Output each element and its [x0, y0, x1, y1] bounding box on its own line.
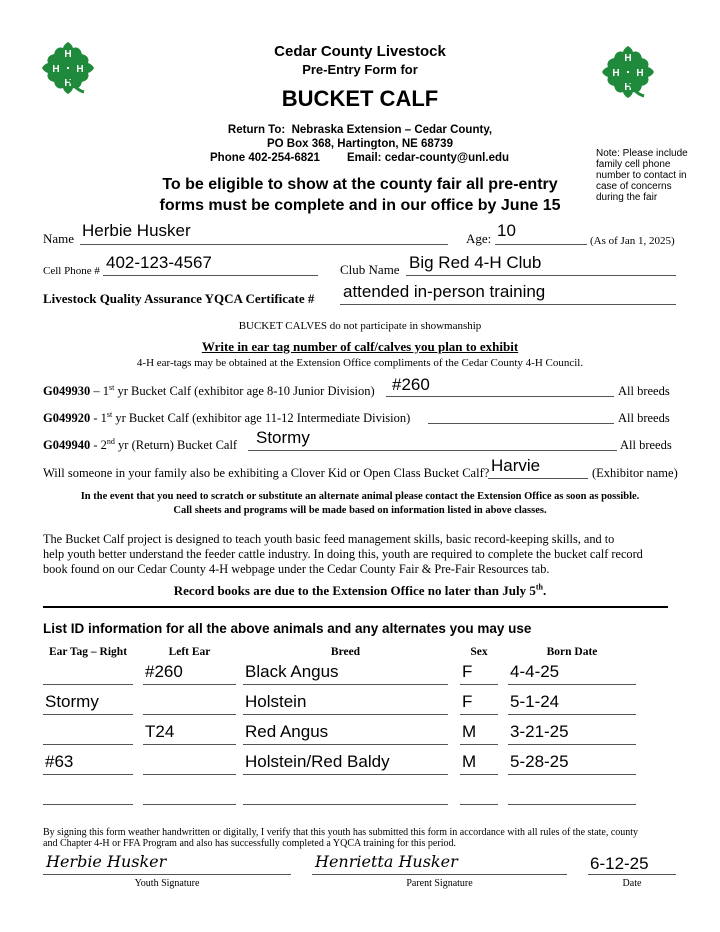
table-cell-underline — [143, 714, 236, 715]
description-line1: The Bucket Calf project is designed to teach youth basic feed management skills, basic record-keeping skills, and to — [43, 532, 615, 546]
table-cell-underline — [508, 744, 636, 745]
table-cell-underline — [460, 774, 498, 775]
class-sup: st — [106, 409, 113, 419]
svg-text:H: H — [624, 53, 632, 64]
table-cell-underline — [243, 744, 448, 745]
records-due-end: . — [542, 583, 547, 598]
table-cell-underline — [460, 684, 498, 685]
note-line: number to contact in — [596, 170, 687, 181]
eligibility-line1: To be eligible to show at the county fair all pre-entry — [162, 176, 558, 193]
sex-cell[interactable]: M — [462, 752, 477, 771]
parent-signature-label: Parent Signature — [406, 878, 473, 889]
table-cell-underline — [143, 744, 236, 745]
club-name-label: Club Name — [340, 262, 400, 277]
class-breeds: All breeds — [618, 384, 670, 398]
table-cell-underline — [508, 774, 636, 775]
family-exhibitor-field[interactable]: Harvie — [491, 456, 541, 475]
parent-signature-line — [312, 874, 567, 875]
family-underline — [488, 478, 588, 479]
class-breeds: All breeds — [618, 411, 670, 425]
date-line — [588, 874, 676, 875]
date-field[interactable]: 6-12-25 — [590, 854, 649, 873]
class-code: G049920 — [43, 411, 91, 425]
table-cell-underline — [243, 714, 448, 715]
ear-tag-right-cell[interactable]: #63 — [45, 752, 74, 771]
table-cell-underline — [243, 684, 448, 685]
cell-phone-label: Cell Phone # — [43, 265, 100, 277]
records-due-sup: th — [535, 582, 543, 592]
yqca-underline — [340, 304, 676, 305]
ear-tag-right-cell[interactable]: Stormy — [45, 692, 99, 711]
class-desc: yr (Return) Bucket Calf — [114, 438, 238, 452]
scratch-line1: In the event that you need to scratch or substitute an alternate animal please contact the Extension Office as soon as possible. — [80, 491, 640, 502]
class-junior-field[interactable]: #260 — [392, 375, 430, 394]
signature-statement-line2: and Chapter 4-H or FFA Program and also has successfully completed a YQCA training for this period. — [43, 838, 456, 849]
sex-cell[interactable]: F — [462, 692, 473, 711]
class-underline — [428, 423, 614, 424]
scratch-line2: Call sheets and programs will be made based on information listed in above classes. — [173, 505, 547, 516]
table-cell-underline — [43, 804, 133, 805]
svg-text:H: H — [52, 64, 60, 75]
section-divider — [43, 606, 668, 608]
table-cell-underline — [43, 684, 133, 685]
table-cell-underline — [43, 744, 133, 745]
note-line: during the fair — [596, 192, 658, 203]
class-underline — [248, 450, 617, 451]
yqca-field[interactable]: attended in-person training — [343, 282, 546, 301]
class-underline — [386, 396, 614, 397]
signature-statement-line1: By signing this form weather handwritten or digitally, I verify that this youth has submitted this form in accordance with all rules of the state, county — [43, 827, 639, 838]
club-name-field[interactable]: Big Red 4-H Club — [409, 253, 542, 272]
club-underline — [406, 275, 676, 276]
class-desc: yr Bucket Calf (exhibitor age 8-10 Junior Division) — [114, 384, 375, 398]
table-cell-underline — [43, 714, 133, 715]
column-header-ear-tag: Ear Tag – Right — [48, 646, 128, 658]
table-cell-underline — [460, 804, 498, 805]
records-due-text: Record books are due to the Extension Office no later than July 5 — [173, 583, 536, 598]
note-box — [596, 148, 688, 203]
born-date-cell[interactable]: 5-28-25 — [510, 752, 569, 771]
column-header-sex: Sex — [470, 646, 488, 658]
breed-cell[interactable]: Black Angus — [245, 662, 339, 681]
yqca-label: Livestock Quality Assurance YQCA Certificate # — [43, 291, 315, 306]
return-to-line1 — [0, 124, 720, 136]
title-line1: Cedar County Livestock — [274, 43, 446, 60]
name-underline — [80, 244, 448, 245]
class-prefix: - 2 — [90, 438, 107, 452]
form-title: BUCKET CALF — [281, 86, 439, 111]
youth-signature-line — [43, 874, 291, 875]
svg-text:H: H — [612, 68, 620, 79]
name-field[interactable]: Herbie Husker — [82, 221, 191, 240]
note-line: family cell phone — [596, 159, 671, 170]
svg-text:H: H — [76, 64, 84, 75]
date-label: Date — [622, 878, 642, 889]
cell-underline — [103, 275, 318, 276]
class-code: G049930 — [43, 384, 91, 398]
class-sup: st — [108, 382, 115, 392]
born-date-cell[interactable]: 4-4-25 — [510, 662, 560, 681]
cell-phone-field[interactable]: 402-123-4567 — [106, 253, 212, 272]
svg-text:H: H — [636, 68, 644, 79]
table-cell-underline — [143, 684, 236, 685]
return-to-line2: PO Box 368, Hartington, NE 68739 — [267, 138, 453, 150]
table-cell-underline — [460, 714, 498, 715]
sex-cell[interactable]: F — [462, 662, 473, 681]
youth-signature-label: Youth Signature — [134, 878, 200, 889]
return-to-address: Nebraska Extension – Cedar County, — [291, 124, 493, 136]
table-cell-underline — [508, 804, 636, 805]
class-row-intermediate — [43, 411, 410, 425]
age-note: (As of Jan 1, 2025) — [590, 235, 675, 247]
class-prefix: - 1 — [90, 411, 107, 425]
class-return-field[interactable]: Stormy — [256, 428, 310, 447]
table-cell-underline — [508, 684, 636, 685]
name-label: Name — [43, 231, 75, 246]
svg-text:H: H — [64, 49, 72, 60]
breed-cell[interactable]: Holstein/Red Baldy — [245, 752, 390, 771]
class-sup: nd — [106, 436, 115, 446]
eligibility-line2: forms must be complete and in our office by June 15 — [159, 197, 561, 214]
born-date-cell[interactable]: 3-21-25 — [510, 722, 569, 741]
showmanship-note: BUCKET CALVES do not participate in showmanship — [238, 320, 482, 332]
table-cell-underline — [43, 774, 133, 775]
sex-cell[interactable]: M — [462, 722, 477, 741]
youth-signature-field[interactable]: Herbie Husker — [46, 852, 167, 871]
ear-tag-heading: Write in ear tag number of calf/calves you plan to exhibit — [201, 339, 519, 354]
return-to-label: Return To: — [227, 124, 286, 136]
column-header-left-ear: Left Ear — [168, 646, 211, 658]
ear-tag-note: 4-H ear-tags may be obtained at the Extension Office compliments of the Cedar County 4-H Council. — [136, 357, 584, 369]
left-ear-cell[interactable]: T24 — [145, 722, 175, 741]
age-underline — [495, 244, 587, 245]
family-question: Will someone in your family also be exhibiting a Clover Kid or Open Class Bucket Calf? — [43, 466, 490, 480]
table-cell-underline — [143, 804, 236, 805]
breed-cell[interactable]: Holstein — [245, 692, 307, 711]
age-label: Age: — [466, 231, 492, 246]
note-line: Note: Please include — [596, 148, 688, 159]
class-row-return — [43, 438, 237, 452]
description-line2: help youth better understand the feeder cattle industry. In doing this, youth are required to complete the bucket calf record — [43, 547, 643, 561]
breed-cell[interactable]: Red Angus — [245, 722, 329, 741]
age-field[interactable]: 10 — [497, 221, 516, 240]
class-breeds: All breeds — [620, 438, 672, 452]
class-prefix: – 1 — [90, 384, 109, 398]
svg-text:H: H — [624, 82, 632, 93]
left-ear-cell[interactable]: #260 — [145, 662, 183, 681]
table-cell-underline — [508, 714, 636, 715]
table-cell-underline — [460, 744, 498, 745]
table-cell-underline — [243, 774, 448, 775]
family-suffix: (Exhibitor name) — [592, 466, 678, 480]
class-code: G049940 — [43, 438, 91, 452]
born-date-cell[interactable]: 5-1-24 — [510, 692, 560, 711]
parent-signature-field[interactable]: Henrietta Husker — [315, 852, 458, 871]
table-cell-underline — [243, 804, 448, 805]
title-line2: Pre-Entry Form for — [302, 62, 418, 77]
class-desc: yr Bucket Calf (exhibitor age 11-12 Intermediate Division) — [112, 411, 411, 425]
records-due — [0, 583, 720, 599]
note-line: case of concerns — [596, 181, 672, 192]
column-header-born-date: Born Date — [546, 646, 598, 658]
column-header-breed: Breed — [330, 646, 361, 658]
table-cell-underline — [143, 774, 236, 775]
svg-text:H: H — [64, 78, 72, 89]
office-email: Email: cedar-county@unl.edu — [347, 152, 510, 164]
class-row-junior — [43, 384, 375, 398]
table-heading: List ID information for all the above animals and any alternates you may use — [43, 621, 532, 636]
description-line3: book found on our Cedar County 4-H webpage under the Cedar County Fair & Pre-Fair Resources tab. — [43, 562, 550, 576]
office-phone: Phone 402-254-6821 — [210, 152, 320, 164]
